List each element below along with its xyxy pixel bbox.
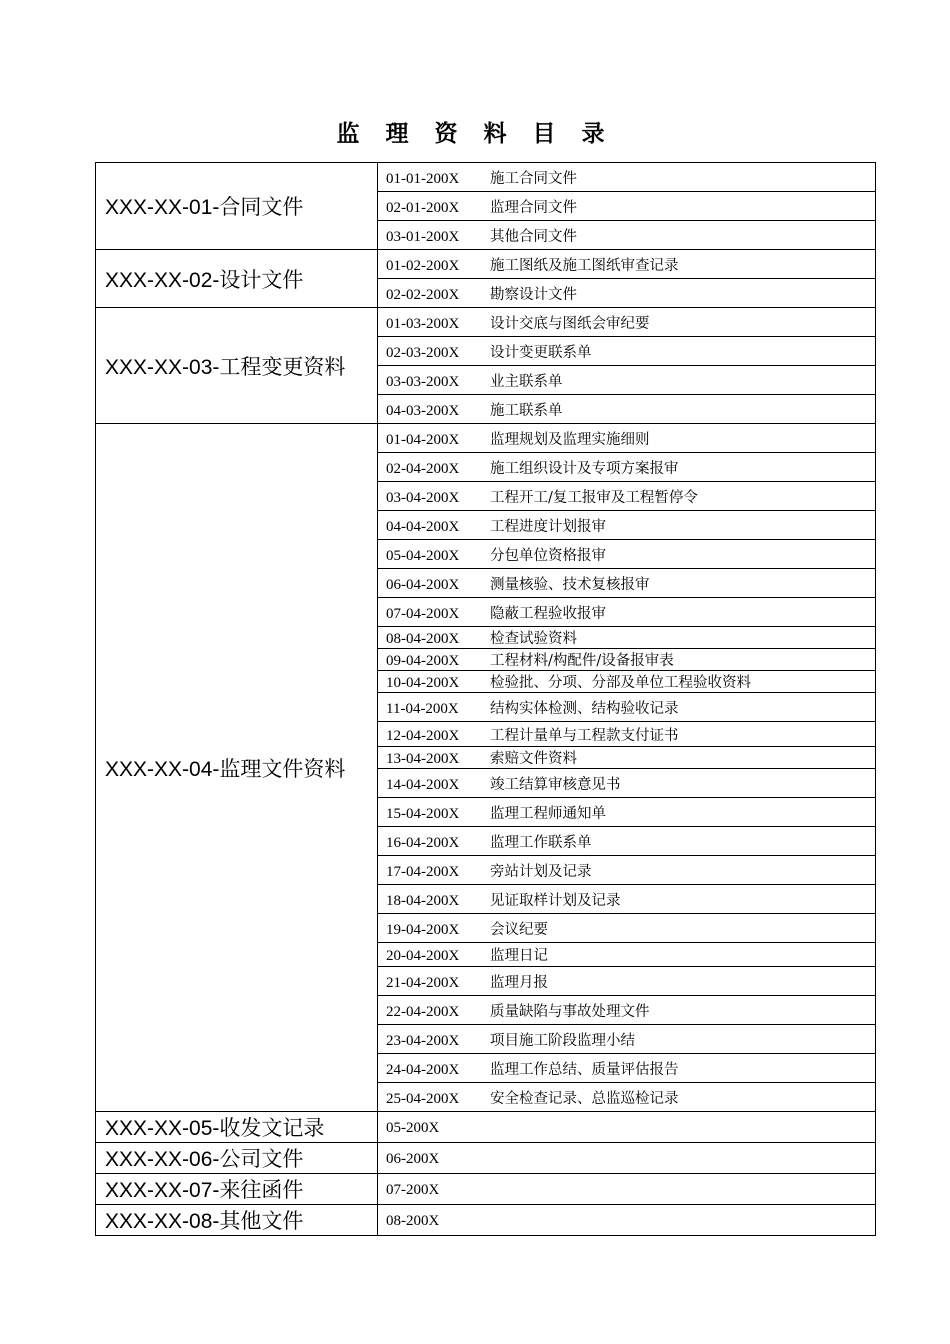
item-name: 质量缺陷与事故处理文件 — [490, 1003, 650, 1020]
item-code: 07-200X — [386, 1181, 440, 1198]
item-code: 23-04-200X — [386, 1032, 460, 1049]
item-code: 14-04-200X — [386, 776, 460, 793]
item-code: 15-04-200X — [386, 805, 460, 822]
catalog-table — [95, 162, 876, 1236]
item-name: 工程计量单与工程款支付证书 — [490, 727, 679, 744]
table-row — [96, 250, 876, 279]
table-row — [96, 163, 876, 192]
table-row — [96, 424, 876, 453]
catalog-item — [378, 722, 876, 747]
item-code: 22-04-200X — [386, 1003, 460, 1020]
item-code: 07-04-200X — [386, 605, 460, 622]
catalog-item — [378, 1054, 876, 1083]
category-label: XXX-XX-07-来往函件 — [96, 1174, 378, 1205]
item-name: 竣工结算审核意见书 — [490, 776, 621, 793]
item-code: 01-03-200X — [386, 315, 460, 332]
catalog-item — [378, 1174, 876, 1205]
catalog-item — [378, 856, 876, 885]
item-name: 工程开工/复工报审及工程暂停令 — [490, 489, 698, 506]
catalog-item — [378, 598, 876, 627]
catalog-item — [378, 827, 876, 856]
catalog-item — [378, 693, 876, 722]
item-name: 监理月报 — [490, 974, 548, 991]
item-code: 02-04-200X — [386, 460, 460, 477]
catalog-item — [378, 627, 876, 649]
catalog-item — [378, 798, 876, 827]
catalog-item — [378, 769, 876, 798]
item-name: 隐蔽工程验收报审 — [490, 605, 606, 622]
catalog-item — [378, 308, 876, 337]
item-code: 13-04-200X — [386, 751, 460, 767]
item-name: 工程材料/构配件/设备报审表 — [490, 653, 674, 669]
item-code: 03-03-200X — [386, 373, 460, 390]
item-code: 08-200X — [386, 1212, 440, 1229]
item-name: 见证取样计划及记录 — [490, 892, 621, 909]
catalog-item — [378, 747, 876, 769]
item-code: 03-04-200X — [386, 489, 460, 506]
item-name: 施工组织设计及专项方案报审 — [490, 460, 679, 477]
category-label: XXX-XX-06-公司文件 — [96, 1143, 378, 1174]
catalog-item — [378, 569, 876, 598]
item-name: 检查试验资料 — [490, 631, 577, 647]
item-code: 04-04-200X — [386, 518, 460, 535]
item-name: 设计变更联系单 — [490, 344, 592, 361]
item-name: 索赔文件资料 — [490, 751, 577, 767]
catalog-item — [378, 914, 876, 943]
item-name: 其他合同文件 — [490, 228, 577, 245]
item-name: 监理工程师通知单 — [490, 805, 606, 822]
item-code: 11-04-200X — [386, 700, 459, 717]
table-row — [96, 1205, 876, 1236]
item-code: 06-200X — [386, 1150, 440, 1167]
catalog-item — [378, 1083, 876, 1112]
catalog-item — [378, 337, 876, 366]
category-label: XXX-XX-01-合同文件 — [96, 163, 378, 250]
table-row — [96, 1174, 876, 1205]
item-code: 03-01-200X — [386, 228, 460, 245]
item-name: 监理工作总结、质量评估报告 — [490, 1061, 679, 1078]
catalog-item — [378, 424, 876, 453]
catalog-item — [378, 482, 876, 511]
catalog-item — [378, 163, 876, 192]
item-name: 旁站计划及记录 — [490, 863, 592, 880]
item-code: 20-04-200X — [386, 948, 460, 964]
category-label: XXX-XX-03-工程变更资料 — [96, 308, 378, 424]
catalog-item — [378, 996, 876, 1025]
item-name: 安全检查记录、总监巡检记录 — [490, 1090, 679, 1107]
item-name: 设计交底与图纸会审纪要 — [490, 315, 650, 332]
catalog-item — [378, 649, 876, 671]
item-name: 分包单位资格报审 — [490, 547, 606, 564]
item-name: 业主联系单 — [490, 373, 563, 390]
catalog-item — [378, 1112, 876, 1143]
item-code: 18-04-200X — [386, 892, 460, 909]
item-name: 会议纪要 — [490, 921, 548, 938]
catalog-item — [378, 671, 876, 693]
category-label: XXX-XX-02-设计文件 — [96, 250, 378, 308]
item-code: 02-03-200X — [386, 344, 460, 361]
item-name: 监理合同文件 — [490, 199, 577, 216]
catalog-item — [378, 221, 876, 250]
item-name: 监理日记 — [490, 948, 548, 964]
catalog-item — [378, 1205, 876, 1236]
item-name: 工程进度计划报审 — [490, 518, 606, 535]
item-code: 09-04-200X — [386, 653, 460, 669]
item-code: 12-04-200X — [386, 727, 460, 744]
item-code: 10-04-200X — [386, 675, 460, 691]
page-title: 监 理 资 料 目 录 — [336, 121, 614, 147]
category-label: XXX-XX-08-其他文件 — [96, 1205, 378, 1236]
catalog-item — [378, 885, 876, 914]
item-code: 05-04-200X — [386, 547, 460, 564]
category-label: XXX-XX-04-监理文件资料 — [96, 424, 378, 1112]
catalog-body — [96, 163, 876, 1236]
item-code: 02-01-200X — [386, 199, 460, 216]
catalog-item — [378, 395, 876, 424]
item-code: 02-02-200X — [386, 286, 460, 303]
item-name: 勘察设计文件 — [490, 286, 577, 303]
item-name: 施工图纸及施工图纸审查记录 — [490, 257, 679, 274]
item-code: 01-01-200X — [386, 170, 460, 187]
item-code: 21-04-200X — [386, 974, 460, 991]
table-row — [96, 308, 876, 337]
table-row — [96, 1112, 876, 1143]
category-label: XXX-XX-05-收发文记录 — [96, 1112, 378, 1143]
item-code: 05-200X — [386, 1119, 440, 1136]
catalog-item — [378, 453, 876, 482]
item-name: 测量核验、技术复核报审 — [490, 576, 650, 593]
catalog-item — [378, 1143, 876, 1174]
item-name: 施工联系单 — [490, 402, 563, 419]
item-name: 监理规划及监理实施细则 — [490, 431, 650, 448]
item-code: 08-04-200X — [386, 631, 460, 647]
item-code: 06-04-200X — [386, 576, 460, 593]
table-row — [96, 1143, 876, 1174]
item-name: 项目施工阶段监理小结 — [490, 1032, 635, 1049]
catalog-item — [378, 943, 876, 967]
item-name: 检验批、分项、分部及单位工程验收资料 — [490, 675, 751, 691]
item-code: 04-03-200X — [386, 402, 460, 419]
item-name: 施工合同文件 — [490, 170, 577, 187]
item-name: 结构实体检测、结构验收记录 — [490, 700, 679, 717]
catalog-item — [378, 279, 876, 308]
item-code: 01-04-200X — [386, 431, 460, 448]
catalog-item — [378, 540, 876, 569]
item-code: 19-04-200X — [386, 921, 460, 938]
catalog-item — [378, 192, 876, 221]
item-code: 17-04-200X — [386, 863, 460, 880]
item-code: 25-04-200X — [386, 1090, 460, 1107]
item-code: 01-02-200X — [386, 257, 460, 274]
catalog-item — [378, 511, 876, 540]
catalog-item — [378, 967, 876, 996]
catalog-item — [378, 366, 876, 395]
catalog-item — [378, 250, 876, 279]
item-code: 24-04-200X — [386, 1061, 460, 1078]
catalog-item — [378, 1025, 876, 1054]
item-name: 监理工作联系单 — [490, 834, 592, 851]
item-code: 16-04-200X — [386, 834, 460, 851]
